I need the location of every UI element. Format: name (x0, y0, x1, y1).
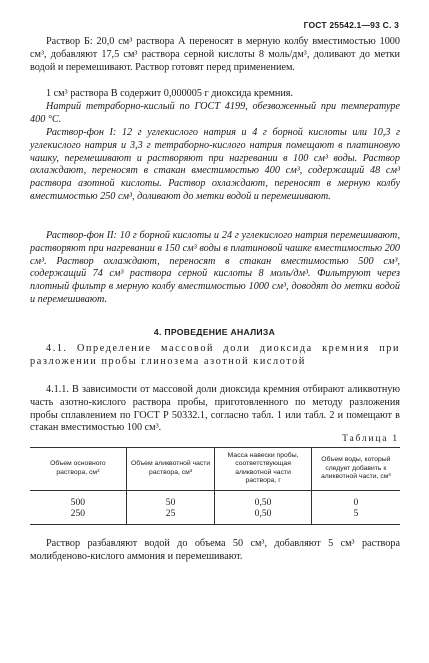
paragraph-solution-b: Раствор Б: 20,0 см³ раствора А переносят в мерную колбу вместимостью 1000 см³, добавляют 17,5 см³ раствора серной кислоты 8 моль/дм³, доливают до метки водой и перемешивают. Раствор готовят перед применением. (30, 36, 400, 73)
table-row (30, 490, 400, 508)
table-header-row (30, 448, 400, 491)
paragraph-background-solution-2: Раствор-фон II: 10 г борной кислоты и 24 г углекислого натрия перемешивают, растворяют при нагревании в 150 см³ воды в платиновой чашке вместимостью 200 см³. Раствор охлаждают, переносят в стакан вместимостью 500 см³, содержащий 74 см³ раствора серной кислоты 8 моль/дм³. Фильтруют через плотный фильтр в мерную колбу вместимостью 1000 см³, доводят до метки водой и перемешивают. (30, 230, 400, 305)
table-header-cell: Масса навески пробы, соответствующая аликвотной части раствора, г (215, 448, 311, 491)
table-header-cell: Объем воды, который следует добавить к аликвотной части, см³ (311, 448, 400, 491)
table-header-cell: Объем аликвотной части раствора, см³ (126, 448, 215, 491)
table-cell: 250 (30, 508, 126, 524)
table-cell: 0,50 (215, 508, 311, 524)
page-header: ГОСТ 25542.1—93 С. 3 (303, 20, 399, 30)
paragraph-4-1-1: 4.1.1. В зависимости от массовой доли диоксида кремния отбирают аликвотную часть азотно-кислого раствора пробы, приготовленного по методу разложения пробы сплавлением по ГОСТ Р 50332.1, согласно табл. 1 или табл. 2 и помещают в стакан вместимостью 100 см³. (30, 384, 400, 434)
table-row (30, 508, 400, 524)
table-cell: 0 (311, 490, 400, 508)
paragraph-sodium-tetraborate: Натрий тетраборно-кислый по ГОСТ 4199, обезвоженный при температуре 400 °С. (30, 101, 400, 125)
table-cell: 0,50 (215, 490, 311, 508)
table-cell: 25 (126, 508, 215, 524)
table-caption: Таблица 1 (342, 434, 399, 444)
table-cell: 5 (311, 508, 400, 524)
table-header-cell: Объем основного раствора, см³ (30, 448, 126, 491)
subsection-4-1-title: 4.1. Определение массовой доли диоксида кремния при разложении пробы глинозема азотной кислотой (30, 343, 400, 367)
table-cell: 50 (126, 490, 215, 508)
paragraph-dilution: Раствор разбавляют водой до объема 50 см³, добавляют 5 см³ раствора молибденово-кислого аммония и перемешивают. (30, 538, 400, 562)
section-title: 4. ПРОВЕДЕНИЕ АНАЛИЗА (153, 327, 276, 337)
table-cell: 500 (70, 496, 86, 508)
paragraph-background-solution-1: Раствор-фон I: 12 г углекислого натрия и 4 г борной кислоты или 10,3 г углекислого натрия и 3,3 г тетраборно-кислого натрия помещают в платиновую чашку, перемешивают и растворяют при нагревании в 100 см³ воды. Раствор охлаждают, переносят в стакан вместимостью 400 см³, содержащий 48 см³ раствора азотной кислоты. Раствор охлаждают, переносят в мерную колбу вместимостью 250 см³, доливают до метки водой и перемешивают. (30, 127, 400, 202)
paragraph-solution-b-content: 1 см³ раствора В содержит 0,000005 г диоксида кремния. (46, 88, 294, 99)
table-1 (30, 447, 400, 525)
